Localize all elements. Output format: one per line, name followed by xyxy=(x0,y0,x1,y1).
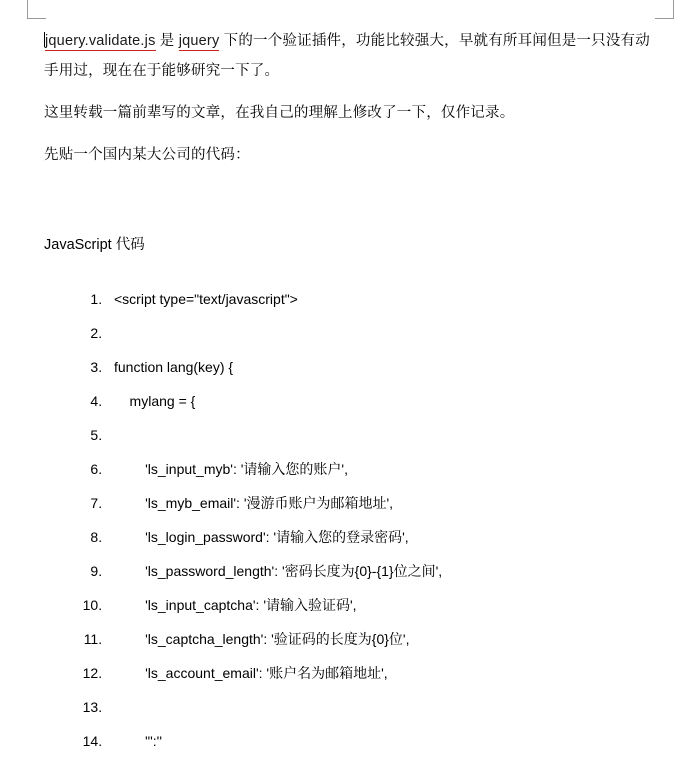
code-line xyxy=(106,282,659,316)
code-line xyxy=(106,384,659,418)
code-block-title: JavaScript 代码 xyxy=(44,237,145,253)
paragraph-intro-text-1: 是 xyxy=(155,33,179,49)
code-line xyxy=(106,486,659,520)
code-line xyxy=(106,724,659,758)
code-line-text: "':'' xyxy=(114,733,162,749)
code-line-text: 'ls_input_myb': '请输入您的账户', xyxy=(114,461,348,477)
code-line-text: <script type="text/javascript"> xyxy=(114,291,298,307)
paragraph-intro xyxy=(44,26,659,86)
code-line-text: 'ls_captcha_length': '验证码的长度为{0}位', xyxy=(114,631,410,647)
code-line-text: 'ls_account_email': '账户名为邮箱地址', xyxy=(114,665,388,681)
code-line xyxy=(106,316,659,350)
code-line-text: 'ls_login_password': '请输入您的登录密码', xyxy=(114,529,409,545)
code-line xyxy=(106,588,659,622)
code-line xyxy=(106,418,659,452)
code-line-text: mylang = { xyxy=(114,393,196,409)
code-line xyxy=(106,520,659,554)
crop-mark-top-left xyxy=(27,0,46,19)
code-line xyxy=(106,622,659,656)
paragraph-note: 这里转载一篇前辈写的文章，在我自己的理解上修改了一下，仅作记录。 xyxy=(44,105,515,121)
code-listing xyxy=(44,282,659,758)
paragraph-intro-text-2: 下的一个验证插件，功能比较强大，早就有所耳闻但是一只没有动手用过，现在在于能够研究一下了。 xyxy=(44,33,650,79)
link-jquery-validate-js[interactable]: jquery.validate.js xyxy=(45,33,156,49)
code-line-text: 'ls_input_captcha': '请输入验证码', xyxy=(114,597,357,613)
link-jquery[interactable]: jquery xyxy=(178,33,220,49)
code-line xyxy=(106,350,659,384)
left-margin-guide xyxy=(27,0,28,761)
code-line xyxy=(106,554,659,588)
document-content xyxy=(44,26,659,758)
code-line-text: 'ls_myb_email': '漫游币账户为邮箱地址', xyxy=(114,495,394,511)
code-line-text: function lang(key) { xyxy=(114,359,234,375)
code-line xyxy=(106,656,659,690)
paragraph-lead-in: 先贴一个国内某大公司的代码： xyxy=(44,147,250,163)
code-line-text: 'ls_password_length': '密码长度为{0}-{1}位之间', xyxy=(114,563,443,579)
code-line xyxy=(106,690,659,724)
crop-mark-top-right xyxy=(655,0,674,19)
code-line xyxy=(106,452,659,486)
